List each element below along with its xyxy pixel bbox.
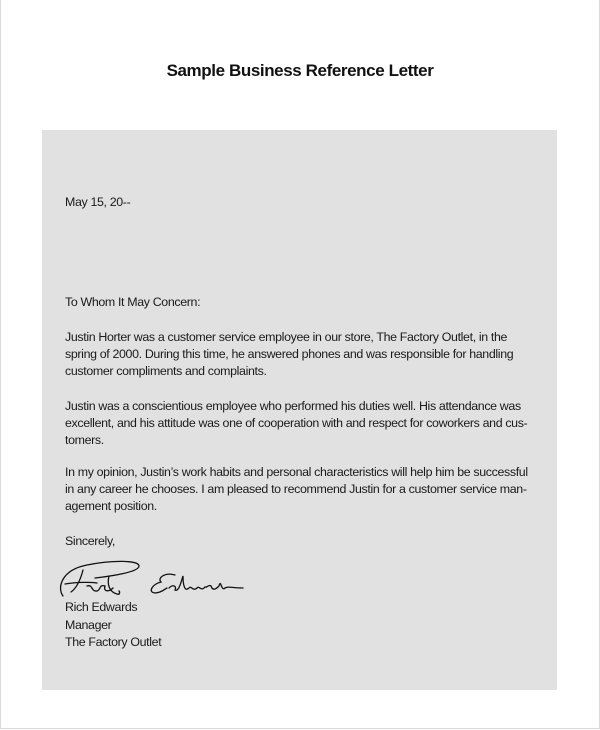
paragraph-2-line: tomers.: [65, 433, 104, 447]
paragraph-3-line: In my opinion, Justin’s work habits and personal characteristics will help him be successful: [65, 465, 528, 479]
salutation: To Whom It May Concern:: [65, 295, 201, 309]
paragraph-3-line: in any career he chooses. I am pleased to recommend Justin for a customer service man-: [65, 482, 527, 496]
paragraph-2-line: excellent, and his attitude was one of cooperation with and respect for coworkers and cus-: [65, 416, 528, 430]
paragraph-3-line: agement position.: [65, 499, 157, 513]
signer-company: The Factory Outlet: [65, 635, 162, 649]
paragraph-1-line: Justin Horter was a customer service employee in our store, The Factory Outlet, in the: [65, 330, 508, 344]
signer-name: Rich Edwards: [65, 600, 138, 614]
closing: Sincerely,: [65, 534, 115, 548]
letter-date: May 15, 20--: [65, 195, 131, 209]
paragraph-1-line: spring of 2000. During this time, he answered phones and was responsible for handling: [65, 347, 514, 361]
paragraph-1-line: customer compliments and complaints.: [65, 364, 267, 378]
signer-title: Manager: [65, 618, 112, 632]
handwritten-signature: [57, 558, 247, 604]
document-title: Sample Business Reference Letter: [166, 61, 434, 80]
paragraph-2-line: Justin was a conscientious employee who performed his duties well. His attendance was: [65, 399, 521, 413]
